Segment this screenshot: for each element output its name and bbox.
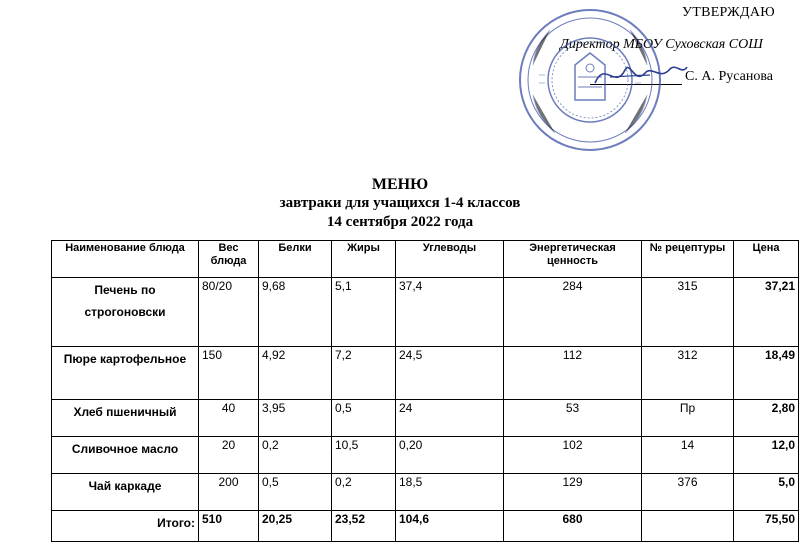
total-energy: 680: [504, 511, 642, 542]
table-row: [52, 437, 799, 474]
dish-weight: 80/20: [199, 278, 259, 347]
dish-name: Печень по строгоновски: [52, 278, 199, 347]
dish-energy: 112: [504, 347, 642, 400]
dish-protein: 4,92: [259, 347, 332, 400]
dish-weight: 150: [199, 347, 259, 400]
total-label: Итого:: [52, 511, 199, 542]
approval-signatory: С. А. Русанова: [685, 69, 773, 84]
dish-price: 5,0: [734, 474, 799, 511]
total-fat: 23,52: [332, 511, 396, 542]
dish-fat: 7,2: [332, 347, 396, 400]
dish-carbs: 24,5: [396, 347, 504, 400]
dish-fat: 0,2: [332, 474, 396, 511]
dish-price: 37,21: [734, 278, 799, 347]
approval-title: УТВЕРЖДАЮ: [682, 5, 775, 20]
dish-recipe: 312: [642, 347, 734, 400]
table-row: [52, 347, 799, 400]
total-protein: 20,25: [259, 511, 332, 542]
dish-protein: 0,5: [259, 474, 332, 511]
dish-fat: 0,5: [332, 400, 396, 437]
dish-energy: 53: [504, 400, 642, 437]
col-header-protein: Белки: [259, 241, 332, 278]
dish-carbs: 24: [396, 400, 504, 437]
table-row: [52, 278, 799, 347]
total-price: 75,50: [734, 511, 799, 542]
signature-icon: [590, 55, 690, 95]
dish-price: 18,49: [734, 347, 799, 400]
dish-carbs: 0,20: [396, 437, 504, 474]
total-carbs: 104,6: [396, 511, 504, 542]
dish-weight: 40: [199, 400, 259, 437]
menu-header: [0, 175, 800, 232]
menu-subtitle: завтраки для учащихся 1-4 классов: [279, 195, 521, 211]
col-header-weight: Вес блюда: [199, 241, 259, 278]
dish-protein: 3,95: [259, 400, 332, 437]
dish-weight: 200: [199, 474, 259, 511]
approval-position: Директор МБОУ Суховская СОШ: [560, 37, 763, 52]
dish-energy: 284: [504, 278, 642, 347]
dish-recipe: 14: [642, 437, 734, 474]
table-total-row: [52, 511, 799, 542]
col-header-energy: Энергетическая ценность: [504, 241, 642, 278]
total-weight: 510: [199, 511, 259, 542]
dish-recipe: 376: [642, 474, 734, 511]
col-header-carbs: Углеводы: [396, 241, 504, 278]
dish-weight: 20: [199, 437, 259, 474]
dish-protein: 0,2: [259, 437, 332, 474]
dish-fat: 10,5: [332, 437, 396, 474]
dish-carbs: 37,4: [396, 278, 504, 347]
table-header-row: [52, 241, 799, 278]
menu-title: МЕНЮ: [371, 176, 429, 193]
dish-name: Чай каркаде: [52, 474, 199, 511]
dish-energy: 102: [504, 437, 642, 474]
menu-date: 14 сентября 2022 года: [326, 214, 474, 230]
dish-recipe: Пр: [642, 400, 734, 437]
dish-fat: 5,1: [332, 278, 396, 347]
menu-table: [51, 240, 799, 542]
dish-name: Пюре картофельное: [52, 347, 199, 400]
col-header-recipe: № рецептуры: [642, 241, 734, 278]
total-recipe: [642, 511, 734, 542]
col-header-name: Наименование блюда: [52, 241, 199, 278]
table-row: [52, 400, 799, 437]
table-row: [52, 474, 799, 511]
dish-recipe: 315: [642, 278, 734, 347]
dish-energy: 129: [504, 474, 642, 511]
dish-price: 12,0: [734, 437, 799, 474]
dish-name: Сливочное масло: [52, 437, 199, 474]
dish-name: Хлеб пшеничный: [52, 400, 199, 437]
dish-carbs: 18,5: [396, 474, 504, 511]
dish-price: 2,80: [734, 400, 799, 437]
dish-protein: 9,68: [259, 278, 332, 347]
col-header-price: Цена: [734, 241, 799, 278]
col-header-fat: Жиры: [332, 241, 396, 278]
